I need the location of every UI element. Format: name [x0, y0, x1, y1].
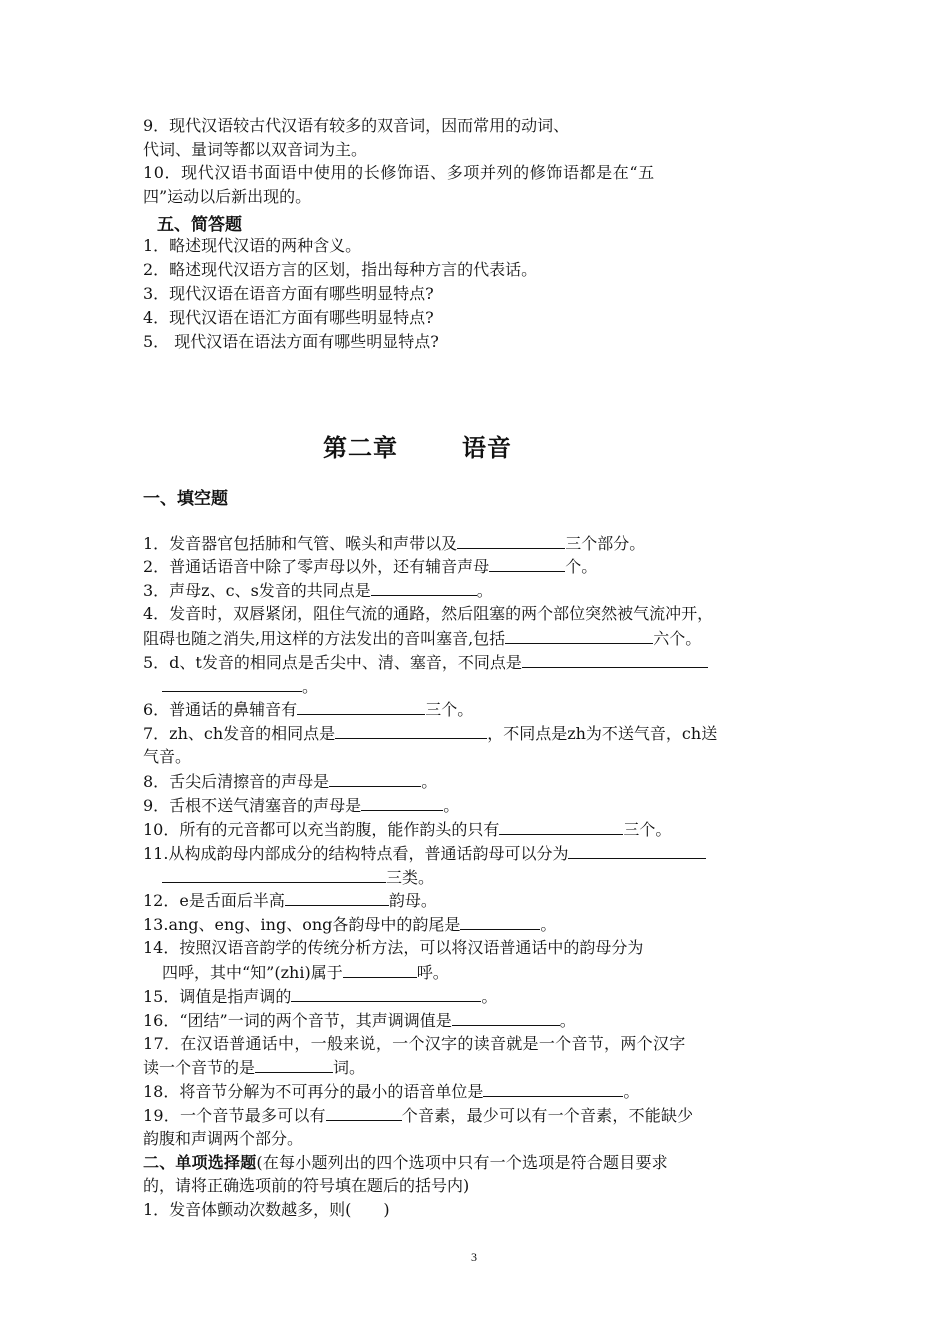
- answer-blank[interactable]: [489, 555, 565, 572]
- answer-blank[interactable]: [285, 889, 389, 906]
- fill-q9: 9．舌根不送气清塞音的声母是 。: [143, 796, 460, 815]
- answer-blank[interactable]: [371, 579, 477, 596]
- fill-q18: 18．将音节分解为不可再分的最小的语音单位是 。: [143, 1082, 640, 1101]
- fill-q14-line2: 四呼，其中“知”(zhi)属于 呼。: [162, 963, 449, 982]
- answer-blank[interactable]: [361, 794, 443, 811]
- fill-q14-line1: 14．按照汉语音韵学的传统分析方法，可以将汉语普通话中的韵母分为: [143, 938, 644, 957]
- fill-q19-line2: 韵腹和声调两个部分。: [143, 1129, 304, 1148]
- fill-q1: 1．发音器官包括肺和气管、喉头和声带以及 三个部分。: [143, 534, 646, 553]
- answer-blank[interactable]: [522, 651, 708, 668]
- answer-blank[interactable]: [326, 1104, 402, 1121]
- fill-blank-heading: 一、填空题: [143, 489, 228, 509]
- answer-blank[interactable]: [255, 1056, 333, 1073]
- answer-blank[interactable]: [457, 532, 565, 549]
- answer-blank[interactable]: [343, 961, 417, 978]
- answer-blank[interactable]: [483, 1080, 623, 1097]
- page-number: 3: [471, 1250, 477, 1264]
- fill-q4-line1: 4．发音时，双唇紧闭，阻住气流的通路，然后阻塞的两个部位突然被气流冲开，: [143, 604, 714, 623]
- single-choice-heading: 二、单项选择题: [143, 1153, 257, 1172]
- short-answer-item-4: 4．现代汉语在语汇方面有哪些明显特点?: [143, 308, 434, 327]
- fill-q2: 2．普通话语音中除了零声母以外，还有辅音声母 个。: [143, 557, 598, 576]
- answer-blank[interactable]: [335, 722, 487, 739]
- answer-blank[interactable]: [162, 866, 386, 883]
- fill-q11-line2: 三类。: [162, 866, 434, 889]
- chapter-number: 第二章: [323, 434, 398, 462]
- fill-q16: 16．“团结”一词的两个音节，其声调调值是 。: [143, 1011, 576, 1030]
- fill-q17-line1: 17．在汉语普通话中，一般来说，一个汉字的读音就是一个音节，两个汉字: [143, 1034, 686, 1053]
- fill-q11: 11.从构成韵母内部成分的结构特点看，普通话韵母可以分为: [143, 842, 706, 865]
- chapter-title: [323, 428, 512, 463]
- fill-q3: 3．声母z、c、s发音的共同点是 。: [143, 581, 493, 600]
- fill-q8: 8．舌尖后清擦音的声母是 。: [143, 772, 438, 791]
- prev-q9-line2: 代词、量词等都以双音词为主。: [143, 140, 368, 159]
- fill-q13: 13.ang、eng、ing、ong各韵母中的韵尾是 。: [143, 915, 557, 934]
- prev-q9-line1: 9．现代汉语较古代汉语有较多的双音词，因而常用的动词、: [143, 116, 570, 135]
- fill-q15: 15．调值是指声调的 。: [143, 987, 498, 1006]
- fill-q10: 10．所有的元音都可以充当韵腹，能作韵头的只有 三个。: [143, 820, 672, 839]
- single-choice-instruction-line2: 的，请将正确选项前的符号填在题后的括号内): [143, 1176, 470, 1195]
- fill-q6: 6．普通话的鼻辅音有 三个。: [143, 700, 474, 719]
- fill-q7: 7．zh、ch发音的相同点是 ，不同点是zh为不送气音，ch送: [143, 724, 718, 743]
- single-choice-instruction: (在每小题列出的四个选项中只有一个选项是符合题目要求: [256, 1153, 668, 1172]
- fill-q19: 19．一个音节最多可以有 个音素，最少可以有一个音素，不能缺少: [143, 1106, 694, 1125]
- answer-blank[interactable]: [568, 842, 706, 859]
- fill-q5: 5．d、t发音的相同点是舌尖中、清、塞音，不同点是: [143, 651, 708, 674]
- short-answer-item-2: 2．略述现代汉语方言的区划，指出每种方言的代表话。: [143, 260, 538, 279]
- answer-blank[interactable]: [499, 818, 623, 835]
- fill-q4-line2: 阻碍也随之消失,用这样的方法发出的音叫塞音,包括 六个。: [143, 629, 702, 648]
- fill-q17-line2: 读一个音节的是 词。: [143, 1058, 366, 1077]
- short-answer-heading: 五、简答题: [157, 215, 242, 235]
- answer-blank[interactable]: [291, 985, 481, 1002]
- single-choice-heading-line: [143, 1152, 668, 1174]
- answer-blank[interactable]: [297, 698, 425, 715]
- chapter-name: 语音: [462, 434, 512, 462]
- short-answer-item-5: 5． 现代汉语在语法方面有哪些明显特点?: [143, 332, 439, 351]
- prev-q10-line2: 四”运动以后新出现的。: [143, 187, 312, 206]
- answer-blank[interactable]: [452, 1009, 560, 1026]
- answer-blank[interactable]: [329, 770, 421, 787]
- fill-q5-line2: 。: [162, 675, 318, 698]
- fill-q7-line2: 气音。: [143, 747, 192, 766]
- answer-blank[interactable]: [505, 627, 653, 644]
- fill-q12: 12．e是舌面后半高 韵母。: [143, 891, 437, 910]
- answer-blank[interactable]: [460, 913, 540, 930]
- short-answer-item-1: 1．略述现代汉语的两种含义。: [143, 236, 362, 255]
- single-choice-q1: 1．发音体颤动次数越多，则( ): [143, 1200, 390, 1219]
- answer-blank[interactable]: [162, 675, 302, 692]
- prev-q10-line1: 10．现代汉语书面语中使用的长修饰语、多项并列的修饰语都是在“五: [143, 163, 655, 182]
- short-answer-item-3: 3．现代汉语在语音方面有哪些明显特点?: [143, 284, 434, 303]
